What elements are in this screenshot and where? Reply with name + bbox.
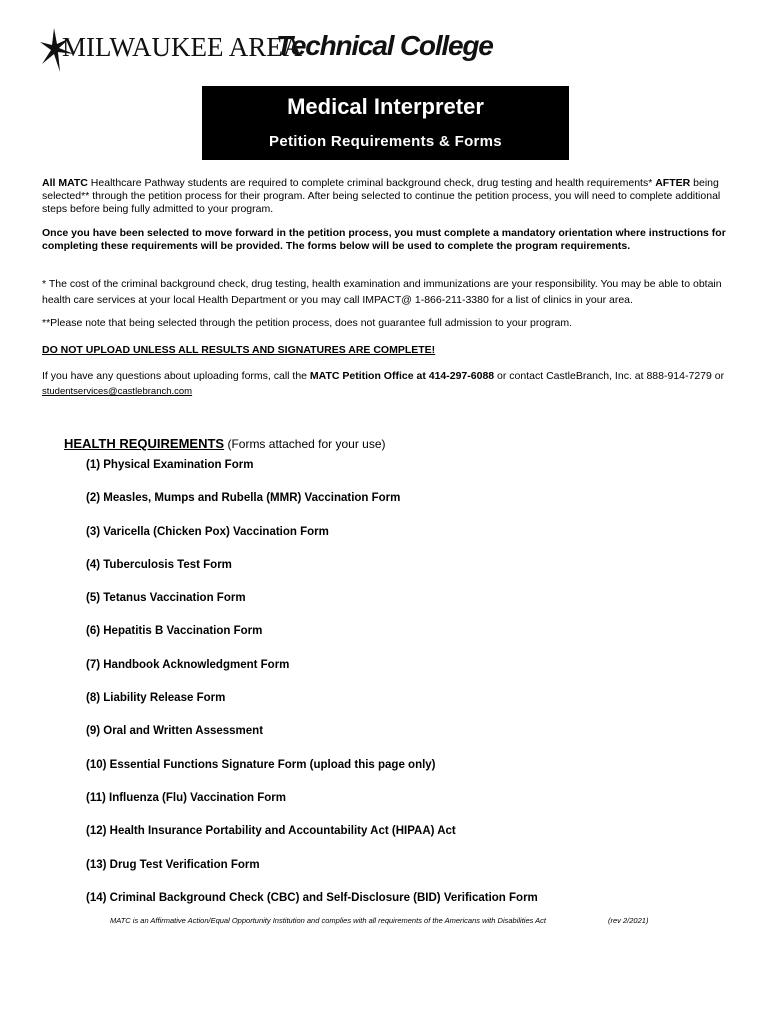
form-item: (1) Physical Examination Form [86,459,254,471]
intro-text-2: being selected** through the petition process for their program. After being selected to continue the petition process, you will need to complete additional steps before being fully admitted to your program. [42,177,721,215]
form-item: (3) Varicella (Chicken Pox) Vaccination Form [86,525,329,538]
petition-office-phone: MATC Petition Office at 414-297-6088 [309,370,495,382]
intro-paragraph [42,177,732,216]
form-item: (13) Drug Test Verification Form [86,858,260,871]
form-item: (6) Hepatitis B Vaccination Form [86,625,263,638]
upload-warning: DO NOT UPLOAD UNLESS ALL RESULTS AND SIGNATURES ARE COMPLETE! [42,344,436,356]
health-heading-note: (Forms attached for your use) [224,437,386,451]
form-item: (11) Influenza (Flu) Vaccination Form [86,791,286,804]
intro-lead: All MATC [42,177,88,189]
footer [110,916,649,925]
email-link[interactable]: studentservices@castlebranch.com [42,386,193,397]
orientation-paragraph: Once you have been selected to move forward in the petition process, you must complete a mandatory orientation where instructions for completing these requirements will be provided. The forms below will be used to complete the program requirements. [42,227,726,252]
intro-after: AFTER [655,177,691,189]
intro-text-1: Healthcare Pathway students are required to complete criminal background check, drug testing and health requirements* [87,177,656,189]
logo-text-technical-college: Technical College [276,30,493,61]
form-item: (2) Measles, Mumps and Rubella (MMR) Vaccination Form [86,492,401,505]
contact-paragraph [42,369,732,399]
form-item: (8) Liability Release Form [86,692,226,705]
form-item: (9) Oral and Written Assessment [86,725,264,738]
title-banner [202,86,569,160]
revision-date: (rev 2/2021) [608,916,649,925]
footer-statement: MATC is an Affirmative Action/Equal Opportunity Institution and complies with all requirements of the Americans with Disabilities Act [110,916,547,925]
form-item: (12) Health Insurance Portability and Accountability Act (HIPAA) Act [86,825,456,838]
contact-text-1: If you have any questions about uploading forms, call the [42,370,310,382]
form-item: (7) Handbook Acknowledgment Form [86,658,290,671]
matc-logo [40,28,493,72]
form-item: (14) Criminal Background Check (CBC) and Self-Disclosure (BID) Verification Form [86,891,538,904]
form-item: (5) Tetanus Vaccination Form [86,592,246,605]
form-item: (4) Tuberculosis Test Form [86,558,232,571]
page-title: Medical Interpreter [287,94,484,119]
selection-note: **Please note that being selected through the petition process, does not guarantee full admission to your program. [42,317,572,329]
forms-list [86,458,538,924]
health-requirements-heading [64,436,386,451]
cost-note: * The cost of the criminal background check, drug testing, health examination and immunizations are your responsibility. You may be able to obtain health care services at your local Health Department or you may call IMPACT@ 1-866-211-3380 for a list of clinics in your area. [42,278,722,306]
form-item: (10) Essential Functions Signature Form (upload this page only) [86,758,436,771]
logo-text-milwaukee-area: MILWAUKEE AREA [62,32,303,62]
contact-text-2: or contact CastleBranch, Inc. at 888-914-7279 or [494,370,725,382]
page-subtitle: Petition Requirements & Forms [269,133,502,150]
health-heading-label: HEALTH REQUIREMENTS [64,436,225,451]
